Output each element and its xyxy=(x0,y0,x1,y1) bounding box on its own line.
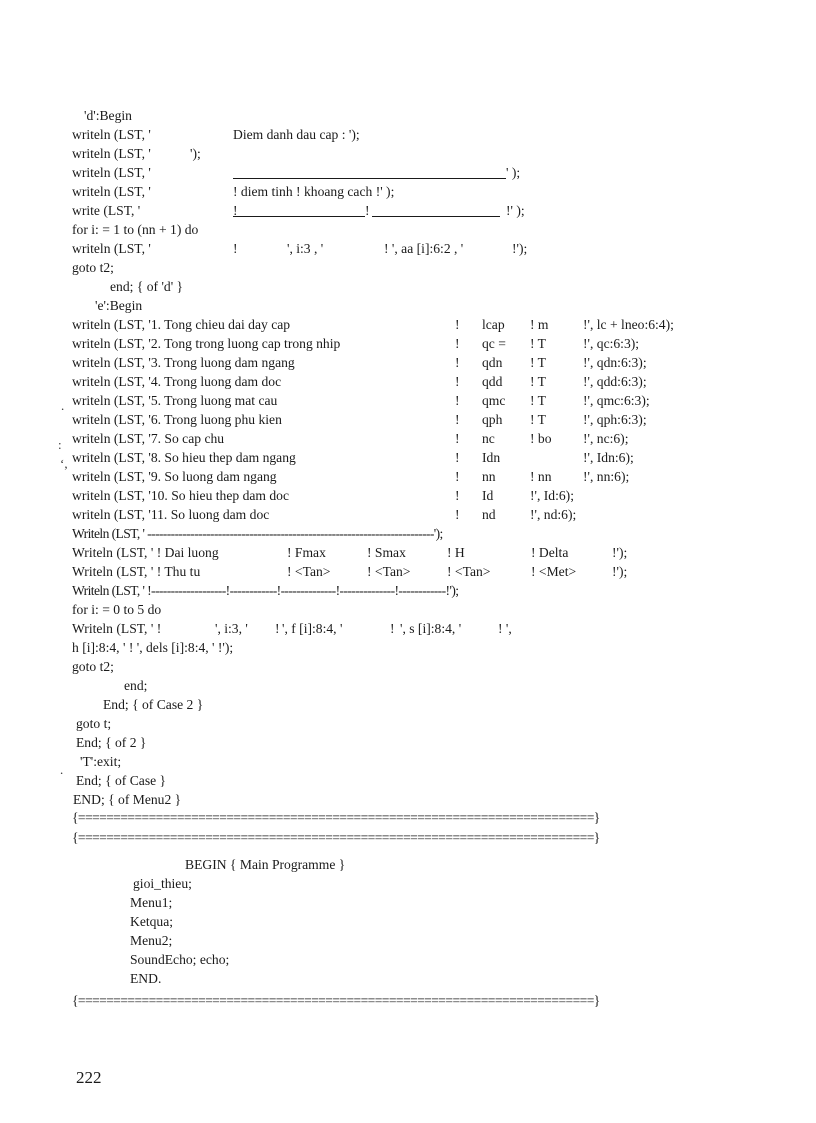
code-segment: 'd':Begin xyxy=(84,108,132,123)
code-line xyxy=(0,808,816,828)
code-line xyxy=(0,619,816,639)
code-line xyxy=(0,676,816,696)
code-segment: writeln (LST, ' xyxy=(72,146,151,161)
code-segment: writeln (LST, '3. Trong luong dam ngang xyxy=(72,355,295,370)
code-segment: writeln (LST, '4. Trong luong dam doc xyxy=(72,374,282,389)
code-segment: qph xyxy=(482,412,503,427)
code-line xyxy=(0,220,816,240)
code-line xyxy=(0,277,816,297)
code-segment: qdn xyxy=(482,355,503,370)
code-line xyxy=(0,543,816,563)
code-line xyxy=(0,771,816,791)
code-segment: ! xyxy=(455,488,460,503)
code-line xyxy=(0,600,816,620)
code-line xyxy=(0,448,816,468)
code-segment: end; xyxy=(124,678,148,693)
code-segment: 'e':Begin xyxy=(95,298,143,313)
code-segment: ! xyxy=(455,469,460,484)
code-segment: for i: = 0 to 5 do xyxy=(72,602,162,617)
code-segment: ! m xyxy=(530,317,549,332)
code-segment: End; { of Case } xyxy=(76,773,167,788)
underline-rule xyxy=(372,216,500,217)
code-segment: ! ', xyxy=(498,621,512,636)
underline-rule xyxy=(233,216,365,217)
code-segment: {=========================================================================} xyxy=(72,810,600,825)
code-segment: ! bo xyxy=(530,431,552,446)
code-line xyxy=(0,950,816,970)
code-segment: writeln (LST, '5. Trong luong mat cau xyxy=(72,393,278,408)
code-segment: Menu2; xyxy=(130,933,173,948)
code-segment: End; { of 2 } xyxy=(76,735,147,750)
code-segment: '); xyxy=(190,146,201,161)
code-line xyxy=(0,353,816,373)
code-segment: Writeln (LST, ' -------------------------------------------------------------------------'); xyxy=(72,526,443,541)
code-segment: Ketqua; xyxy=(130,914,174,929)
code-line xyxy=(0,695,816,715)
code-segment: ! xyxy=(455,393,460,408)
code-line xyxy=(0,855,816,875)
code-line xyxy=(0,969,816,989)
code-segment: goto t; xyxy=(76,716,112,731)
code-segment: !'); xyxy=(512,241,528,256)
code-segment: ! xyxy=(275,621,280,636)
code-segment: goto t2; xyxy=(72,659,114,674)
code-line xyxy=(0,296,816,316)
code-segment: ! T xyxy=(530,336,546,351)
code-line xyxy=(0,125,816,145)
code-segment: !', qmc:6:3); xyxy=(583,393,650,408)
code-segment: writeln (LST, '1. Tong chieu dai day cap xyxy=(72,317,291,332)
code-segment: Writeln (LST, ' ! Thu tu xyxy=(72,564,201,579)
code-segment: ! xyxy=(455,336,460,351)
code-segment: ! xyxy=(233,241,238,256)
code-segment: !', Idn:6); xyxy=(583,450,634,465)
code-line xyxy=(0,163,816,183)
page-number: 222 xyxy=(76,1068,102,1087)
code-segment: 'T':exit; xyxy=(80,754,122,769)
code-segment: ! <Tan> xyxy=(447,564,491,579)
code-line xyxy=(0,106,816,126)
scan-artifact: . xyxy=(61,398,65,413)
code-segment: ', f [i]:8:4, ' xyxy=(282,621,343,636)
code-segment: ', i:3 , ' xyxy=(287,241,324,256)
code-line xyxy=(0,714,816,734)
code-segment: writeln (LST, '7. So cap chu xyxy=(72,431,225,446)
code-segment: h [i]:8:4, ' ! ', dels [i]:8:4, ' !'); xyxy=(72,640,234,655)
code-segment: ! T xyxy=(530,393,546,408)
code-line xyxy=(0,467,816,487)
code-line xyxy=(0,581,816,601)
code-line xyxy=(0,201,816,221)
code-line xyxy=(0,144,816,164)
code-segment: qc = xyxy=(482,336,506,351)
code-segment: {=========================================================================} xyxy=(72,830,600,845)
code-segment: !'); xyxy=(612,545,628,560)
code-segment: for i: = 1 to (nn + 1) do xyxy=(72,222,199,237)
code-segment: writeln (LST, '8. So hieu thep dam ngang xyxy=(72,450,296,465)
code-segment: write (LST, ' xyxy=(72,203,141,218)
code-line xyxy=(0,893,816,913)
code-segment: ! xyxy=(455,355,460,370)
code-segment: End; { of Case 2 } xyxy=(103,697,204,712)
code-segment: goto t2; xyxy=(72,260,114,275)
code-line xyxy=(0,874,816,894)
code-line xyxy=(0,182,816,202)
code-segment: Writeln (LST, ' ! xyxy=(72,621,162,636)
scan-artifact: . xyxy=(60,762,64,777)
code-segment: END; { of Menu2 } xyxy=(73,792,182,807)
code-segment: writeln (LST, '9. So luong dam ngang xyxy=(72,469,277,484)
code-segment: END. xyxy=(130,971,162,986)
code-segment: nn xyxy=(482,469,496,484)
code-segment: ! ', aa [i]:6:2 , ' xyxy=(384,241,464,256)
code-segment: ! T xyxy=(530,355,546,370)
code-segment: BEGIN { Main Programme } xyxy=(185,857,346,872)
code-segment: ! <Tan> xyxy=(287,564,331,579)
code-segment: nd xyxy=(482,507,496,522)
code-segment: ! xyxy=(233,203,238,218)
code-segment: Id xyxy=(482,488,494,503)
code-line xyxy=(0,410,816,430)
code-line xyxy=(0,258,816,278)
code-line xyxy=(0,931,816,951)
code-segment: ', s [i]:8:4, ' xyxy=(400,621,462,636)
code-line xyxy=(0,315,816,335)
code-segment: ! Smax xyxy=(367,545,406,560)
scan-artifact: : xyxy=(58,437,62,452)
code-segment: lcap xyxy=(482,317,505,332)
code-segment: writeln (LST, ' xyxy=(72,241,151,256)
code-line xyxy=(0,991,816,1011)
code-segment: ! xyxy=(390,621,395,636)
code-segment: ! Fmax xyxy=(287,545,326,560)
code-segment: !', qc:6:3); xyxy=(583,336,640,351)
code-segment: !', qdd:6:3); xyxy=(583,374,647,389)
code-line xyxy=(0,733,816,753)
code-segment: ! T xyxy=(530,374,546,389)
code-line xyxy=(0,638,816,658)
code-line xyxy=(0,505,816,525)
code-segment: !', Id:6); xyxy=(530,488,574,503)
code-line xyxy=(0,239,816,259)
code-segment: ! <Met> xyxy=(531,564,577,579)
code-segment: !', qph:6:3); xyxy=(583,412,647,427)
code-segment: !', qdn:6:3); xyxy=(583,355,647,370)
code-segment: writeln (LST, '10. So hieu thep dam doc xyxy=(72,488,290,503)
code-segment: qmc xyxy=(482,393,506,408)
code-line xyxy=(0,524,816,544)
code-segment: writeln (LST, '2. Tong trong luong cap trong nhip xyxy=(72,336,341,351)
code-segment: writeln (LST, ' xyxy=(72,184,151,199)
code-segment: !', nn:6); xyxy=(583,469,630,484)
code-line xyxy=(0,486,816,506)
code-segment: ! xyxy=(365,203,370,218)
code-line xyxy=(0,429,816,449)
code-segment: Writeln (LST, ' !-------------------!------------!--------------!--------------!------------!'); xyxy=(72,583,459,598)
code-segment: writeln (LST, ' xyxy=(72,127,151,142)
code-segment: Writeln (LST, ' ! Dai luong xyxy=(72,545,219,560)
scan-artifact: ‘, xyxy=(60,456,68,471)
code-line xyxy=(0,912,816,932)
code-segment: qdd xyxy=(482,374,503,389)
code-line xyxy=(0,562,816,582)
underline-rule xyxy=(233,178,506,179)
code-line xyxy=(0,752,816,772)
code-segment: Diem danh dau cap : '); xyxy=(233,127,360,142)
code-line xyxy=(0,790,816,810)
code-line xyxy=(0,657,816,677)
code-line xyxy=(0,391,816,411)
code-segment: ! xyxy=(455,431,460,446)
code-line xyxy=(0,334,816,354)
code-segment: ! xyxy=(455,507,460,522)
code-segment: gioi_thieu; xyxy=(133,876,192,891)
code-segment: {=========================================================================} xyxy=(72,993,600,1008)
code-segment: ! xyxy=(455,450,460,465)
code-segment: writeln (LST, ' xyxy=(72,165,151,180)
code-segment: !'); xyxy=(612,564,628,579)
code-segment: ! nn xyxy=(530,469,552,484)
code-segment: ' ); xyxy=(506,165,521,180)
code-segment: ! xyxy=(455,317,460,332)
code-line xyxy=(0,828,816,848)
code-segment: !', lc + lneo:6:4); xyxy=(583,317,674,332)
code-segment: !' ); xyxy=(506,203,525,218)
code-segment: Menu1; xyxy=(130,895,173,910)
code-line xyxy=(0,372,816,392)
code-segment: writeln (LST, '6. Trong luong phu kien xyxy=(72,412,282,427)
code-segment: ! xyxy=(455,374,460,389)
code-segment: end; { of 'd' } xyxy=(110,279,184,294)
code-segment: !', nc:6); xyxy=(583,431,629,446)
code-segment: ! Delta xyxy=(531,545,569,560)
code-segment: ! <Tan> xyxy=(367,564,411,579)
code-segment: !', nd:6); xyxy=(530,507,577,522)
code-segment: SoundEcho; echo; xyxy=(130,952,230,967)
code-segment: ! diem tinh ! khoang cach !' ); xyxy=(233,184,395,199)
code-segment: ! T xyxy=(530,412,546,427)
code-segment: Idn xyxy=(482,450,501,465)
code-segment: ! xyxy=(455,412,460,427)
code-segment: ! H xyxy=(447,545,465,560)
code-segment: nc xyxy=(482,431,495,446)
code-segment: ', i:3, ' xyxy=(215,621,248,636)
code-segment: writeln (LST, '11. So luong dam doc xyxy=(72,507,270,522)
